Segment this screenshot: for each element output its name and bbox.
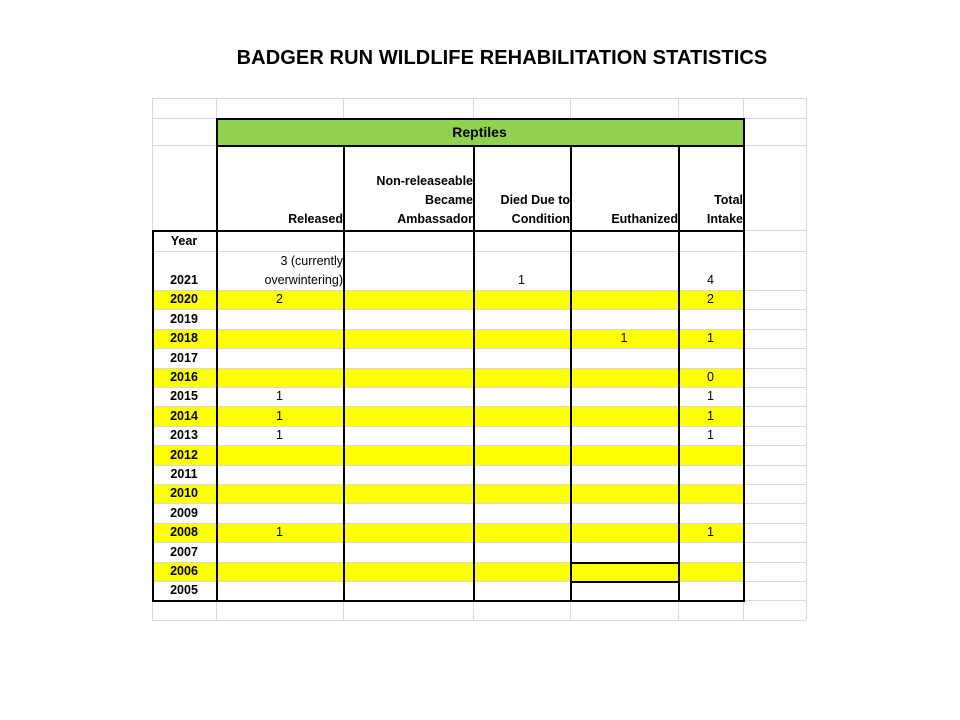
cell-euthanized bbox=[570, 426, 678, 445]
border bbox=[570, 562, 678, 564]
border bbox=[343, 145, 345, 602]
cell-total bbox=[678, 445, 743, 464]
border bbox=[473, 145, 475, 602]
gridline-v bbox=[806, 98, 807, 620]
cell-total bbox=[678, 348, 743, 367]
year-cell: 2010 bbox=[170, 486, 198, 501]
header-line: Released bbox=[288, 212, 343, 226]
cell-ambassador bbox=[343, 562, 473, 581]
cell-total: 1 bbox=[707, 525, 714, 540]
cell-total bbox=[678, 581, 743, 600]
cell-died: 1 bbox=[518, 273, 525, 287]
cell-released: 1 bbox=[276, 525, 283, 540]
cell-ambassador bbox=[343, 251, 473, 290]
cell-released bbox=[216, 581, 343, 600]
header-total bbox=[678, 145, 743, 230]
border bbox=[216, 118, 218, 602]
year-cell: 2014 bbox=[170, 408, 198, 423]
cell-died bbox=[473, 465, 570, 484]
cell-ambassador bbox=[343, 406, 473, 425]
header-line: Became bbox=[425, 193, 473, 207]
header-line: Non-releaseable bbox=[376, 174, 473, 188]
header-euthanized bbox=[570, 145, 678, 230]
cell-euthanized bbox=[570, 523, 678, 542]
cell-died bbox=[473, 503, 570, 522]
group-header: Reptiles bbox=[216, 118, 743, 145]
cell-ambassador bbox=[343, 581, 473, 600]
cell-died bbox=[473, 484, 570, 503]
cell-released bbox=[216, 368, 343, 387]
cell-euthanized bbox=[570, 368, 678, 387]
cell-total: 1 bbox=[707, 408, 714, 423]
year-cell: 2020 bbox=[170, 292, 198, 307]
gridline-h bbox=[152, 620, 806, 621]
cell-euthanized bbox=[570, 309, 678, 328]
border bbox=[152, 600, 745, 602]
cell-released bbox=[216, 329, 343, 348]
header-line: Total bbox=[714, 193, 743, 207]
cell-line: overwintering) bbox=[264, 273, 343, 287]
border bbox=[216, 118, 745, 120]
cell-released: 1 bbox=[276, 428, 283, 443]
year-cell: 2012 bbox=[170, 447, 198, 462]
cell-died bbox=[473, 523, 570, 542]
year-cell: 2007 bbox=[170, 544, 198, 559]
cell-euthanized: 1 bbox=[620, 331, 628, 346]
cell-died bbox=[473, 542, 570, 561]
cell-ambassador bbox=[343, 290, 473, 309]
cell-euthanized bbox=[570, 465, 678, 484]
cell-ambassador bbox=[343, 523, 473, 542]
cell-euthanized bbox=[570, 581, 678, 600]
cell-total bbox=[678, 465, 743, 484]
year-cell: 2008 bbox=[170, 525, 198, 540]
cell-ambassador bbox=[343, 484, 473, 503]
year-cell: 2021 bbox=[170, 273, 198, 287]
cell-ambassador bbox=[343, 368, 473, 387]
year-cell: 2016 bbox=[170, 369, 198, 384]
cell-ambassador bbox=[343, 426, 473, 445]
year-cell: 2017 bbox=[170, 350, 198, 365]
cell-euthanized bbox=[570, 445, 678, 464]
cell-ambassador bbox=[343, 465, 473, 484]
cell-total: 1 bbox=[707, 331, 714, 346]
border bbox=[743, 118, 745, 602]
gridline-h bbox=[152, 98, 806, 99]
cell-ambassador bbox=[343, 445, 473, 464]
cell-released: 2 bbox=[276, 292, 283, 307]
year-cell: 2018 bbox=[170, 331, 198, 346]
cell-died bbox=[473, 368, 570, 387]
cell-died bbox=[473, 445, 570, 464]
cell-died bbox=[473, 581, 570, 600]
header-line: Condition bbox=[511, 212, 570, 226]
cell-died bbox=[473, 329, 570, 348]
header-died bbox=[473, 145, 570, 230]
cell-euthanized bbox=[570, 484, 678, 503]
border bbox=[570, 581, 678, 583]
cell-ambassador bbox=[343, 387, 473, 406]
cell-total bbox=[678, 562, 743, 581]
year-cell: 2009 bbox=[170, 505, 198, 520]
cell-died bbox=[473, 426, 570, 445]
year-label: Year bbox=[170, 234, 198, 248]
cell-ambassador bbox=[343, 348, 473, 367]
cell-total bbox=[678, 503, 743, 522]
cell-released bbox=[216, 251, 343, 290]
year-cell: 2005 bbox=[170, 583, 198, 598]
cell-released bbox=[216, 503, 343, 522]
cell-total bbox=[678, 484, 743, 503]
cell-total bbox=[678, 309, 743, 328]
cell-euthanized bbox=[570, 251, 678, 290]
cell-total: 1 bbox=[707, 389, 714, 404]
year-cell: 2015 bbox=[170, 389, 198, 404]
cell-euthanized bbox=[570, 562, 678, 581]
cell-released bbox=[216, 542, 343, 561]
cell-euthanized bbox=[570, 503, 678, 522]
header-line: Intake bbox=[706, 212, 743, 226]
cell-total: 1 bbox=[707, 428, 714, 443]
cell-euthanized bbox=[570, 348, 678, 367]
cell-ambassador bbox=[343, 542, 473, 561]
cell-died bbox=[473, 348, 570, 367]
cell-ambassador bbox=[343, 309, 473, 328]
cell-total: 0 bbox=[707, 369, 714, 384]
cell-total: 2 bbox=[707, 292, 714, 307]
cell-died bbox=[473, 406, 570, 425]
header-line: Ambassador bbox=[397, 212, 473, 226]
border bbox=[152, 230, 745, 232]
year-cell: 2019 bbox=[170, 311, 198, 326]
cell-total: 4 bbox=[707, 273, 714, 287]
year-cell: 2011 bbox=[170, 466, 198, 481]
header-ambassador bbox=[343, 145, 473, 230]
header-released bbox=[216, 145, 343, 230]
cell-euthanized bbox=[570, 406, 678, 425]
header-line: Euthanized bbox=[611, 212, 678, 226]
year-cell: 2013 bbox=[170, 428, 198, 443]
cell-released bbox=[216, 348, 343, 367]
cell-died bbox=[473, 309, 570, 328]
cell-euthanized bbox=[570, 387, 678, 406]
cell-released bbox=[216, 562, 343, 581]
cell-released bbox=[216, 445, 343, 464]
border bbox=[678, 145, 680, 602]
cell-released bbox=[216, 484, 343, 503]
cell-died bbox=[473, 387, 570, 406]
cell-ambassador bbox=[343, 503, 473, 522]
cell-line: 3 (currently bbox=[280, 254, 343, 268]
cell-released bbox=[216, 465, 343, 484]
year-cell: 2006 bbox=[170, 563, 198, 578]
cell-released: 1 bbox=[276, 389, 283, 404]
border bbox=[152, 230, 154, 602]
border bbox=[570, 145, 572, 602]
cell-euthanized bbox=[570, 290, 678, 309]
header-line: Died Due to bbox=[500, 193, 570, 207]
cell-released: 1 bbox=[276, 408, 283, 423]
cell-ambassador bbox=[343, 329, 473, 348]
cell-died bbox=[473, 562, 570, 581]
cell-died bbox=[473, 290, 570, 309]
cell-released bbox=[216, 309, 343, 328]
page-title: BADGER RUN WILDLIFE REHABILITATION STATISTICS bbox=[236, 47, 768, 69]
cell-euthanized bbox=[570, 542, 678, 561]
cell-total bbox=[678, 542, 743, 561]
border bbox=[216, 145, 745, 147]
